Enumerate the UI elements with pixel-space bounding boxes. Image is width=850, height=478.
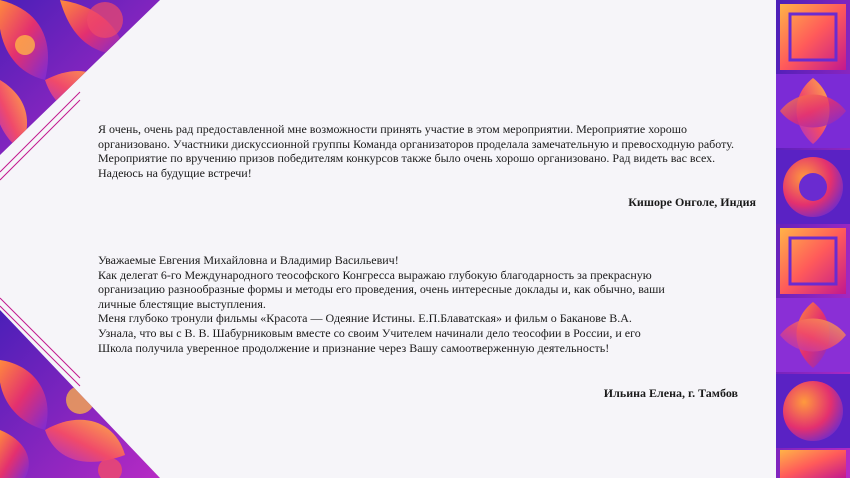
- text-line: Школа получила уверенное продолжение и признание через Вашу самоотверженную деятельность!: [98, 340, 610, 355]
- testimonial-2-signature: Ильина Елена, г. Тамбов: [603, 386, 738, 400]
- testimonial-2-text: [98, 253, 738, 355]
- text-line: Узнала, что вы с В. В. Шабурниковым вместе со своим Учителем начинали дело теософии в России, и его: [98, 325, 641, 340]
- text-line: Уважаемые Евгения Михайловна и Владимир Васильевич!: [98, 253, 399, 267]
- testimonial-1-signature: Кишоре Онголе, Индия: [628, 195, 756, 209]
- text-line: организацию разнообразные формы и методы его проведения, очень интересные доклады и, как обычно, ваши: [98, 282, 665, 297]
- testimonial-1-text: [98, 122, 768, 180]
- text-line: Как делегат 6-го Международного теософского Конгресса выражаю глубокую благодарность за прекрасную: [98, 267, 652, 282]
- text-line: организовано. Участники дискуссионной группы Команда организаторов проделала замечательную и превосходную работу.: [98, 136, 734, 151]
- text-line: Я очень, очень рад предоставленной мне возможности принять участие в этом мероприятии. Мероприятие хорошо: [98, 122, 688, 136]
- text-line: Надеюсь на будущие встречи!: [98, 165, 252, 180]
- text-line: личные блестящие выступления.: [98, 296, 266, 311]
- text-line: Меня глубоко тронули фильмы «Красота — Одеяние Истины. Е.П.Блаватская» и фильм о Баканове В.А.: [98, 311, 632, 326]
- text-line: Мероприятие по вручению призов победителям конкурсов также было очень хорошо организовано. Рад видеть вас всех.: [98, 151, 716, 166]
